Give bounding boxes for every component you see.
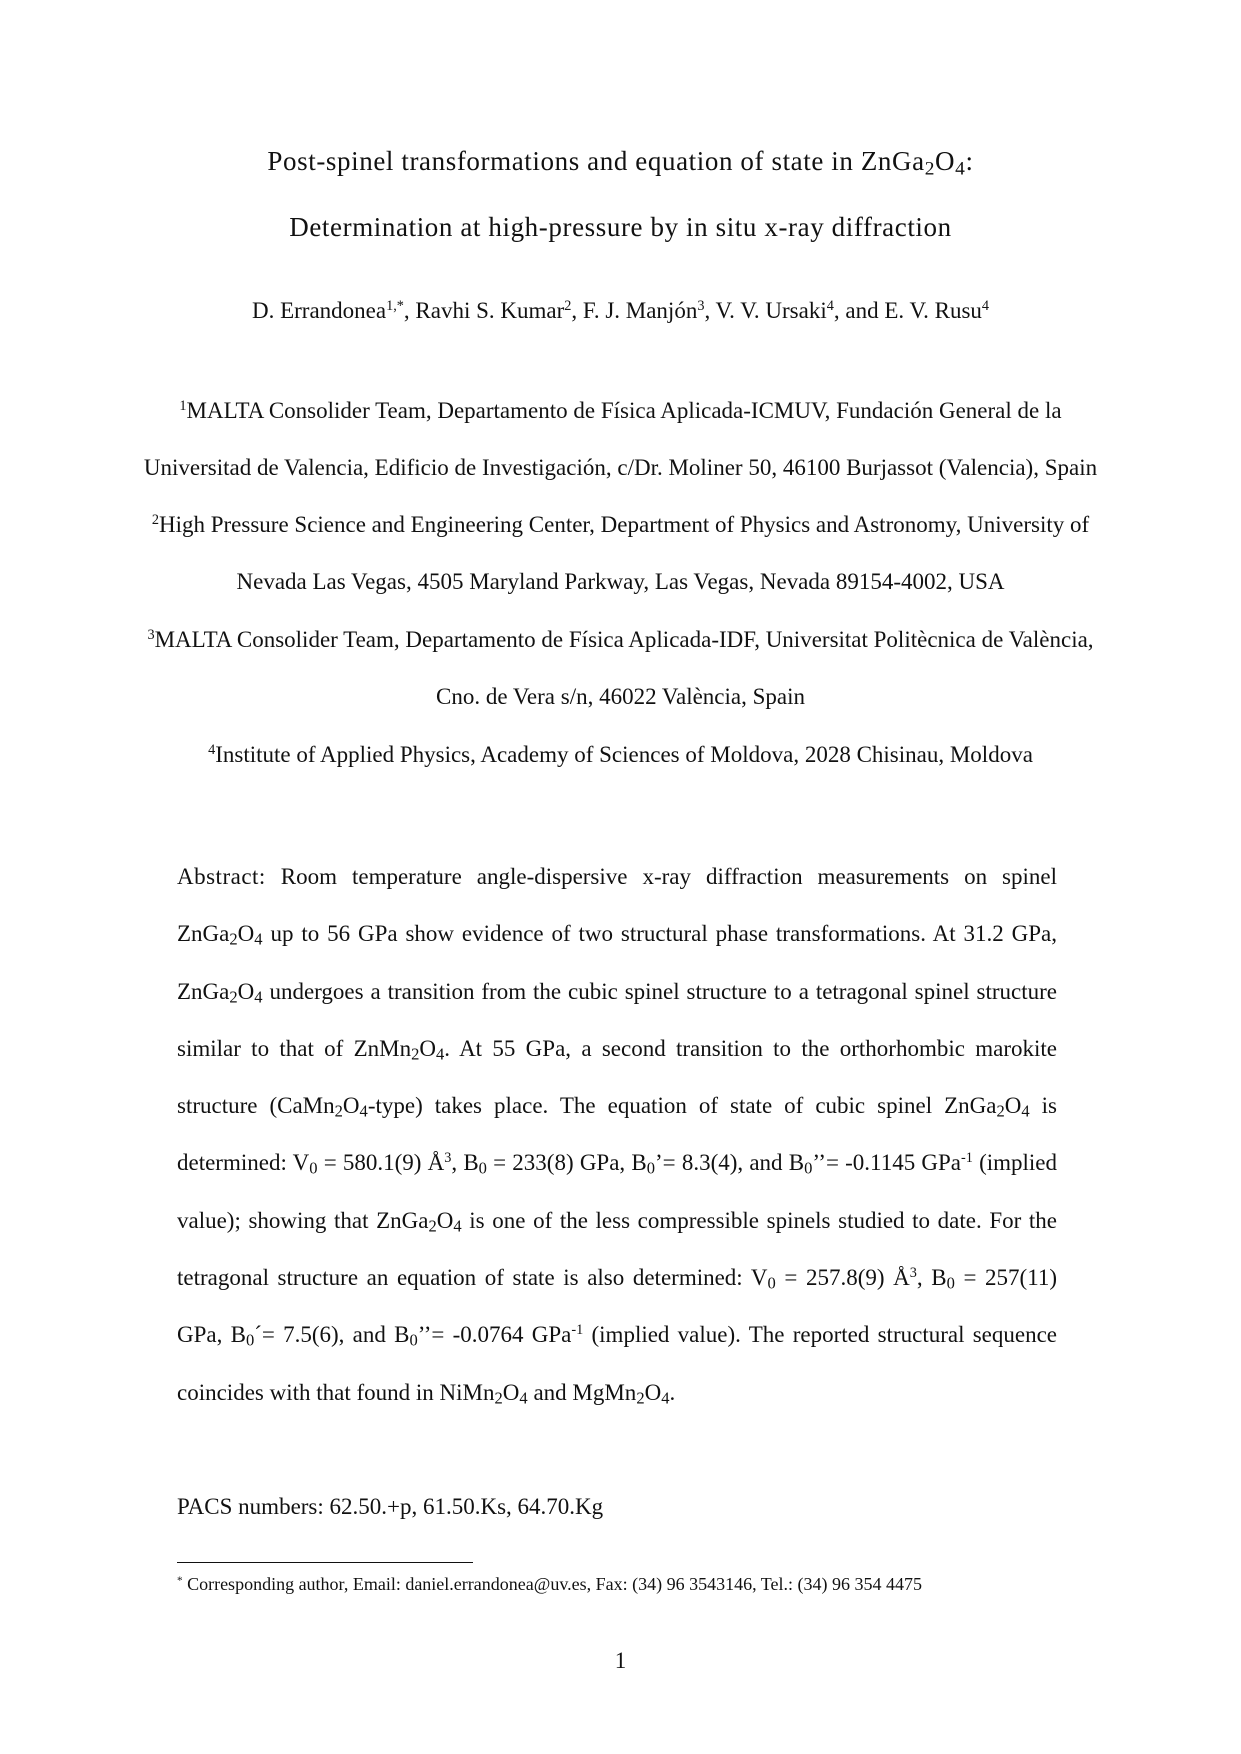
affiliation-1-line-1: $^1$MALTA Consolider Team, Departamento de Física Aplicada-ICMUV, Fundación General de la (179, 398, 1062, 423)
abstract: Abstract: Room temperature angle-dispersive x-ray diffraction measurements on spinel $ZnGa_2O_4$ up to 56 GPa show evidence of two structural phase transformations. At 31.2 GPa, $ZnGa_2O_4$ undergoes a transition from the cubic spinel structure to a tetragonal spinel structure similar to that of $ZnMn_2O_4$. At 55 GPa, a second transition to the orthorhombic marokite structure $(CaMn_2O_4-type)$ takes place. The equation of state of cubic spinel $ZnGa_2O_4$ is determined: $V_0 = 580.1(9)$ $Å^3$, $B_0 = 233(8)$ GPa, $B_0’= 8.3(4)$, and $B_0’’= -0.1145$ GPa$^{-1}$ (implied value); showing that $ZnGa_2O_4$ is one of the less compressible spinels studied to date. For the tetragonal structure an equation of state is also determined: $V_0 = 257.8(9)$ $Å^3$, $B_0 = 257(11)$ GPa, $B_0´= 7.5(6)$, and $B_0’’= -0.0764$ GPa$^{-1}$ (implied value). The reported structural sequence coincides with that found in $NiMn_2O_4$ and $MgMn_2O_4$. (177, 864, 1058, 1408)
abstract-label: Abstract: (177, 864, 266, 889)
author-list: D. Errandonea$^{1,*}$, Ravhi S. Kumar$^2$, F. J. Manjón$^3$, V. V. Ursaki$^4$, and E. V. Rusu$^4$ (251, 298, 990, 323)
affiliation-1-line-2: Universitad de Valencia, Edificio de Investigación, c/Dr. Moliner 50, 46100 Burjassot (Valencia), Spain (143, 455, 1098, 480)
pacs-numbers: PACS numbers: 62.50.+p, 61.50.Ks, 64.70.Kg (177, 1494, 604, 1519)
affiliation-4: $^4$Institute of Applied Physics, Academy of Sciences of Moldova, 2028 Chisinau, Moldova (208, 742, 1033, 767)
affiliation-2-line-2: Nevada Las Vegas, 4505 Maryland Parkway, Las Vegas, Nevada 89154-4002, USA (236, 569, 1005, 594)
affiliation-3-line-2: Cno. de Vera s/n, 46022 València, Spain (435, 684, 805, 709)
affiliation-3-line-1: $^3$MALTA Consolider Team, Departamento de Física Aplicada-IDF, Universitat Politècnica de València, (147, 627, 1094, 652)
affiliation-2-line-1: $^2$High Pressure Science and Engineering Center, Department of Physics and Astronomy, University of (151, 512, 1090, 537)
paper-title-line-2: Determination at high-pressure by in situ x-ray diffraction (289, 212, 952, 242)
corresponding-author-footnote: * Corresponding author, Email: daniel.errandonea@uv.es, Fax: (34) 96 3543146, Tel.: (34) 96 354 4475 (177, 1574, 923, 1594)
page-number: 1 (614, 1648, 627, 1673)
paper-title-line-1: Post-spinel transformations and equation of state in $ZnGa_2O_4$: (267, 146, 974, 180)
footnote-divider (177, 1562, 473, 1563)
